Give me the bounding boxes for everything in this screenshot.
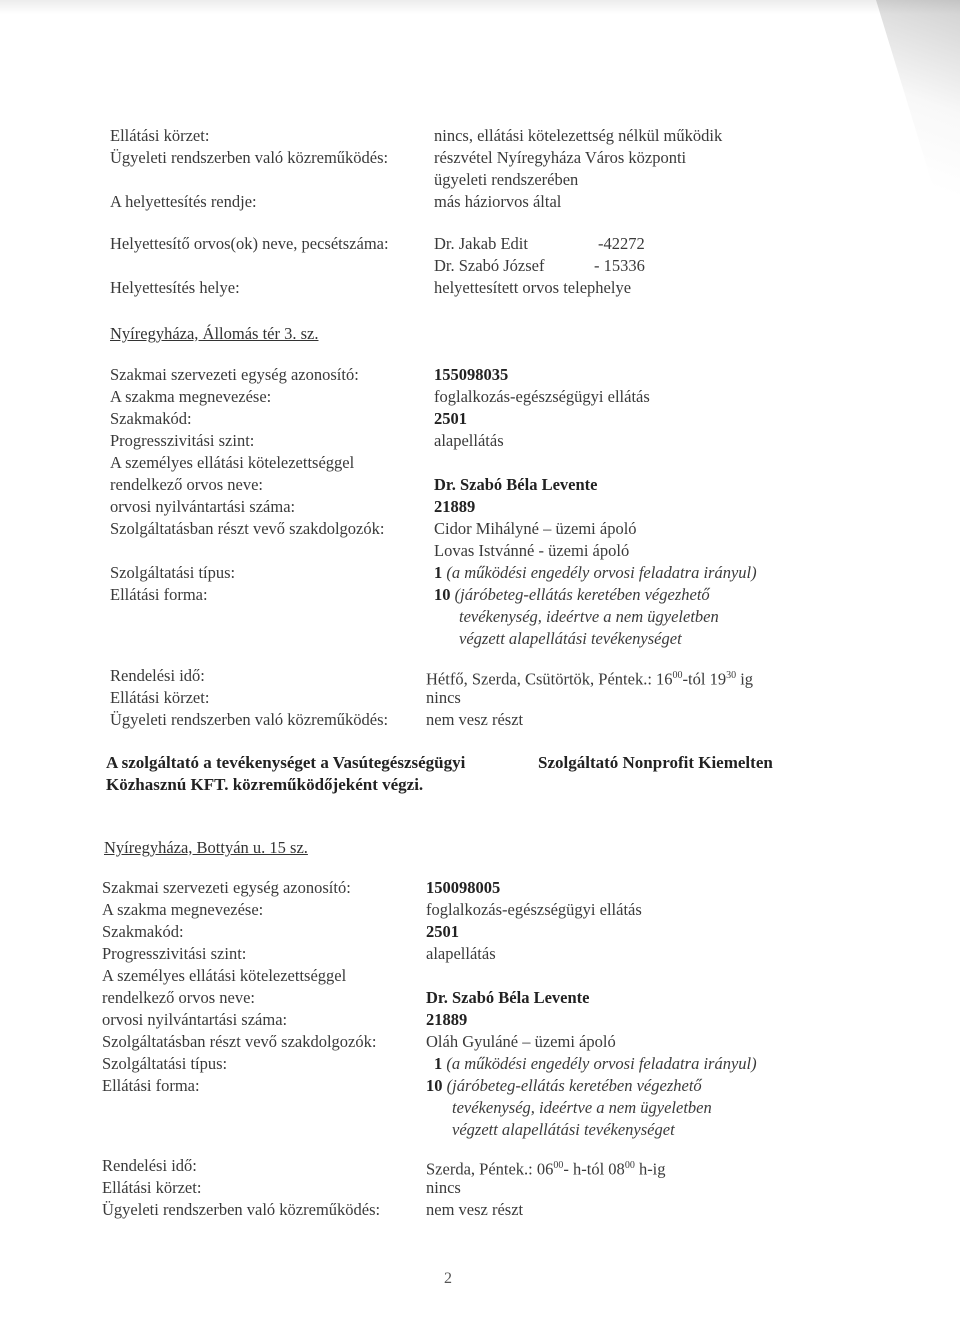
site2-forma-text-2: tevékenység, ideértve a nem ügyeletben [452,1098,712,1117]
site1-nyilv-label: orvosi nyilvántartási száma: [110,497,296,516]
site1-megnevezes: foglalkozás-egészségügyi ellátás [434,387,650,406]
site2-nyilv-label: orvosi nyilvántartási száma: [102,1010,288,1029]
site2-megnevezes: foglalkozás-egészségügyi ellátás [426,900,642,919]
code-helyettesito-2: - 15336 [594,256,645,275]
site2-szakmakod: 2501 [426,922,459,941]
site1-ugyelet-label: Ügyeleti rendszerben való közreműködés: [110,710,389,729]
site1-rendido [426,666,753,690]
code-helyettesito-1: -42272 [598,234,645,253]
site1-ugyelet: nem vesz részt [426,710,524,729]
label-ellatasi-korzet: Ellátási körzet: [110,126,210,145]
scan-corner-shadow [820,0,960,280]
page-number: 2 [444,1270,452,1287]
site1-forma-text-2: tevékenység, ideértve a nem ügyeletben [459,607,719,626]
site1-korzet: nincs [426,688,461,707]
site1-orvos: Dr. Szabó Béla Levente [434,475,598,494]
site2-korzet-label: Ellátási körzet: [102,1178,202,1197]
site1-progr: alapellátás [434,431,504,450]
site1-rendido-sup1: 00 [672,670,683,681]
site2-orvos: Dr. Szabó Béla Levente [426,988,590,1007]
scan-edge-shading [0,0,960,14]
value-helyettesito-2: Dr. Szabó József [434,256,545,275]
site1-forma-text-1: (járóbeteg-ellátás keretében végezhető [454,585,710,604]
site2-nyilv: 21889 [426,1010,468,1029]
site2-tipus-num: 1 [434,1054,443,1073]
site2-ugyelet: nem vesz részt [426,1200,524,1219]
site1-forma [434,585,710,605]
site2-forma-text-3: végzett alapellátási tevékenységet [452,1120,675,1139]
site2-orvos-label-2: rendelkező orvos neve: [102,988,256,1007]
value-ugyeleti: részvétel Nyíregyháza Város központi [434,148,687,167]
site2-rendido-sup2: 00 [624,1160,635,1171]
statement-line-1b: Szolgáltató Nonprofit Kiemelten [538,753,773,772]
site1-tipus [434,563,757,583]
site2-rendido-mid: - h-tól 08 [563,1159,625,1179]
site2-orvos-label-1: A személyes ellátási kötelezettséggel [102,966,347,985]
site2-forma [426,1076,702,1096]
label-helyettesites-rendje: A helyettesítés rendje: [110,192,257,211]
site1-szakdolg-2: Lovas Istvánné - üzemi ápoló [434,541,630,560]
site1-nyilv: 21889 [434,497,476,516]
site2-rendido-prefix: Szerda, Péntek.: 06 [426,1159,554,1179]
site1-rendido-label: Rendelési idő: [110,666,205,685]
value-ellatasi-korzet: nincs, ellátási kötelezettség nélkül működik [434,126,723,145]
site2-rendido-sup1: 00 [553,1160,564,1171]
site1-rendido-prefix: Hétfő, Szerda, Csütörtök, Péntek.: 16 [426,669,673,689]
site2-tipus [434,1054,757,1074]
site1-rendido-sup2: 30 [726,670,737,681]
statement-line-1a: A szolgáltató a tevékenységet a Vasútegészségügyi [106,753,466,772]
value-helyettesito-1: Dr. Jakab Edit [434,234,528,253]
label-helyettesito-orvosok: Helyettesítő orvos(ok) neve, pecsétszáma: [110,234,389,253]
site1-azonosito-label: Szakmai szervezeti egység azonosító: [110,365,359,384]
site1-tipus-num: 1 [434,563,443,582]
site1-korzet-label: Ellátási körzet: [110,688,210,707]
site1-forma-text-3: végzett alapellátási tevékenységet [459,629,682,648]
site2-forma-num: 10 [426,1076,443,1095]
site1-szakmakod-label: Szakmakód: [110,409,192,428]
site2-rendido-label: Rendelési idő: [102,1156,197,1175]
site2-szakdolg-1: Oláh Gyuláné – üzemi ápoló [426,1032,616,1051]
value-helyettesites-rendje: más háziorvos által [434,192,562,211]
site2-tipus-label: Szolgáltatási típus: [102,1054,228,1073]
site1-szakdolg-1: Cidor Mihályné – üzemi ápoló [434,519,637,538]
site2-szakdolg-label: Szolgáltatásban részt vevő szakdolgozók: [102,1032,377,1051]
value-helyettesites-helye: helyettesített orvos telephelye [434,278,632,297]
site2-tipus-text: (a működési engedély orvosi feladatra irányul) [446,1054,757,1073]
site2-forma-text-1: (járóbeteg-ellátás keretében végezhető [446,1076,702,1095]
site1-tipus-label: Szolgáltatási típus: [110,563,236,582]
site1-szakdolg-label: Szolgáltatásban részt vevő szakdolgozók: [110,519,385,538]
site1-megnevezes-label: A szakma megnevezése: [110,387,272,406]
site1-szakmakod: 2501 [434,409,467,428]
site2-ugyelet-label: Ügyeleti rendszerben való közreműködés: [102,1200,381,1219]
site2-rendido-suffix: h-ig [634,1159,666,1179]
site1-orvos-label-2: rendelkező orvos neve: [110,475,264,494]
site2-forma-label: Ellátási forma: [102,1076,200,1095]
site1-azonosito: 155098035 [434,365,509,384]
site1-progr-label: Progresszivitási szint: [110,431,255,450]
site1-heading: Nyíregyháza, Állomás tér 3. sz. [110,324,319,343]
site2-progr-label: Progresszivitási szint: [102,944,247,963]
site2-azonosito-label: Szakmai szervezeti egység azonosító: [102,878,351,897]
site2-rendido [426,1156,666,1180]
site1-rendido-mid: -tól 19 [682,669,727,689]
site1-orvos-label-1: A személyes ellátási kötelezettséggel [110,453,355,472]
site1-forma-num: 10 [434,585,451,604]
label-helyettesites-helye: Helyettesítés helye: [110,278,240,297]
value-ugyeleti-cont: ügyeleti rendszerében [434,170,579,189]
site2-szakmakod-label: Szakmakód: [102,922,184,941]
site2-progr: alapellátás [426,944,496,963]
label-ugyeleti: Ügyeleti rendszerben való közreműködés: [110,148,389,167]
site2-megnevezes-label: A szakma megnevezése: [102,900,264,919]
site1-forma-label: Ellátási forma: [110,585,208,604]
site1-rendido-suffix: ig [736,669,754,689]
site1-tipus-text: (a működési engedély orvosi feladatra irányul) [446,563,757,582]
statement-line-2: Közhasznú KFT. közreműködőjeként végzi. [106,775,424,794]
site2-korzet: nincs [426,1178,461,1197]
site2-heading: Nyíregyháza, Bottyán u. 15 sz. [104,838,308,857]
site2-azonosito: 150098005 [426,878,501,897]
